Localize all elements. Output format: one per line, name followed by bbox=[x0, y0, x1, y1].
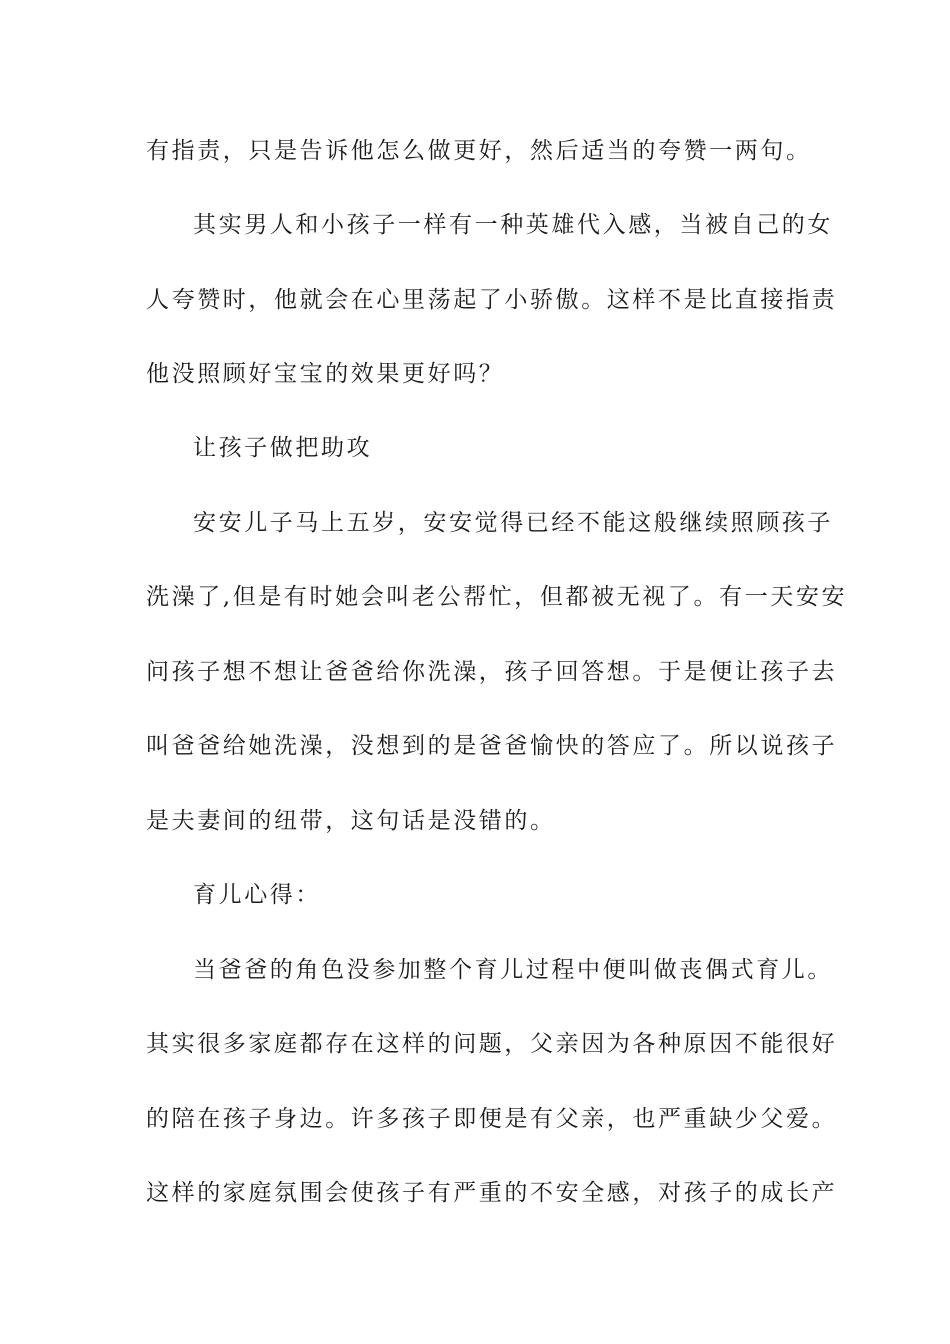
text-line: 有指责，只是告诉他怎么做更好，然后适当的夸赞一两句。 bbox=[146, 138, 812, 164]
section-heading: 育儿心得： bbox=[193, 882, 321, 908]
text-line: 叫爸爸给她洗澡，没想到的是爸爸愉快的答应了。所以说孩子 bbox=[146, 733, 838, 759]
text-line: 问孩子想不想让爸爸给你洗澡，孩子回答想。于是便让孩子去 bbox=[146, 659, 838, 685]
paragraph-first-line: 安安儿子马上五岁，安安觉得已经不能这般继续照顾孩子 bbox=[193, 510, 833, 536]
text-line: 其实很多家庭都存在这样的问题，父亲因为各种原因不能很好 bbox=[146, 1031, 838, 1057]
text-line: 人夸赞时，他就会在心里荡起了小骄傲。这样不是比直接指责 bbox=[146, 287, 838, 313]
paragraph-first-line: 当爸爸的角色没参加整个育儿过程中便叫做丧偶式育儿。 bbox=[193, 957, 833, 983]
text-line: 他没照顾好宝宝的效果更好吗？ bbox=[146, 361, 505, 387]
paragraph-first-line: 其实男人和小孩子一样有一种英雄代入感，当被自己的女 bbox=[193, 212, 833, 238]
text-line: 这样的家庭氛围会使孩子有严重的不安全感，对孩子的成长产 bbox=[146, 1180, 838, 1206]
text-line: 是夫妻间的纽带，这句话是没错的。 bbox=[146, 808, 556, 834]
section-heading: 让孩子做把助攻 bbox=[193, 435, 373, 461]
text-line: 洗澡了,但是有时她会叫老公帮忙，但都被无视了。有一天安安 bbox=[146, 584, 848, 610]
text-line: 的陪在孩子身边。许多孩子即便是有父亲，也严重缺少父爱。 bbox=[146, 1106, 838, 1132]
